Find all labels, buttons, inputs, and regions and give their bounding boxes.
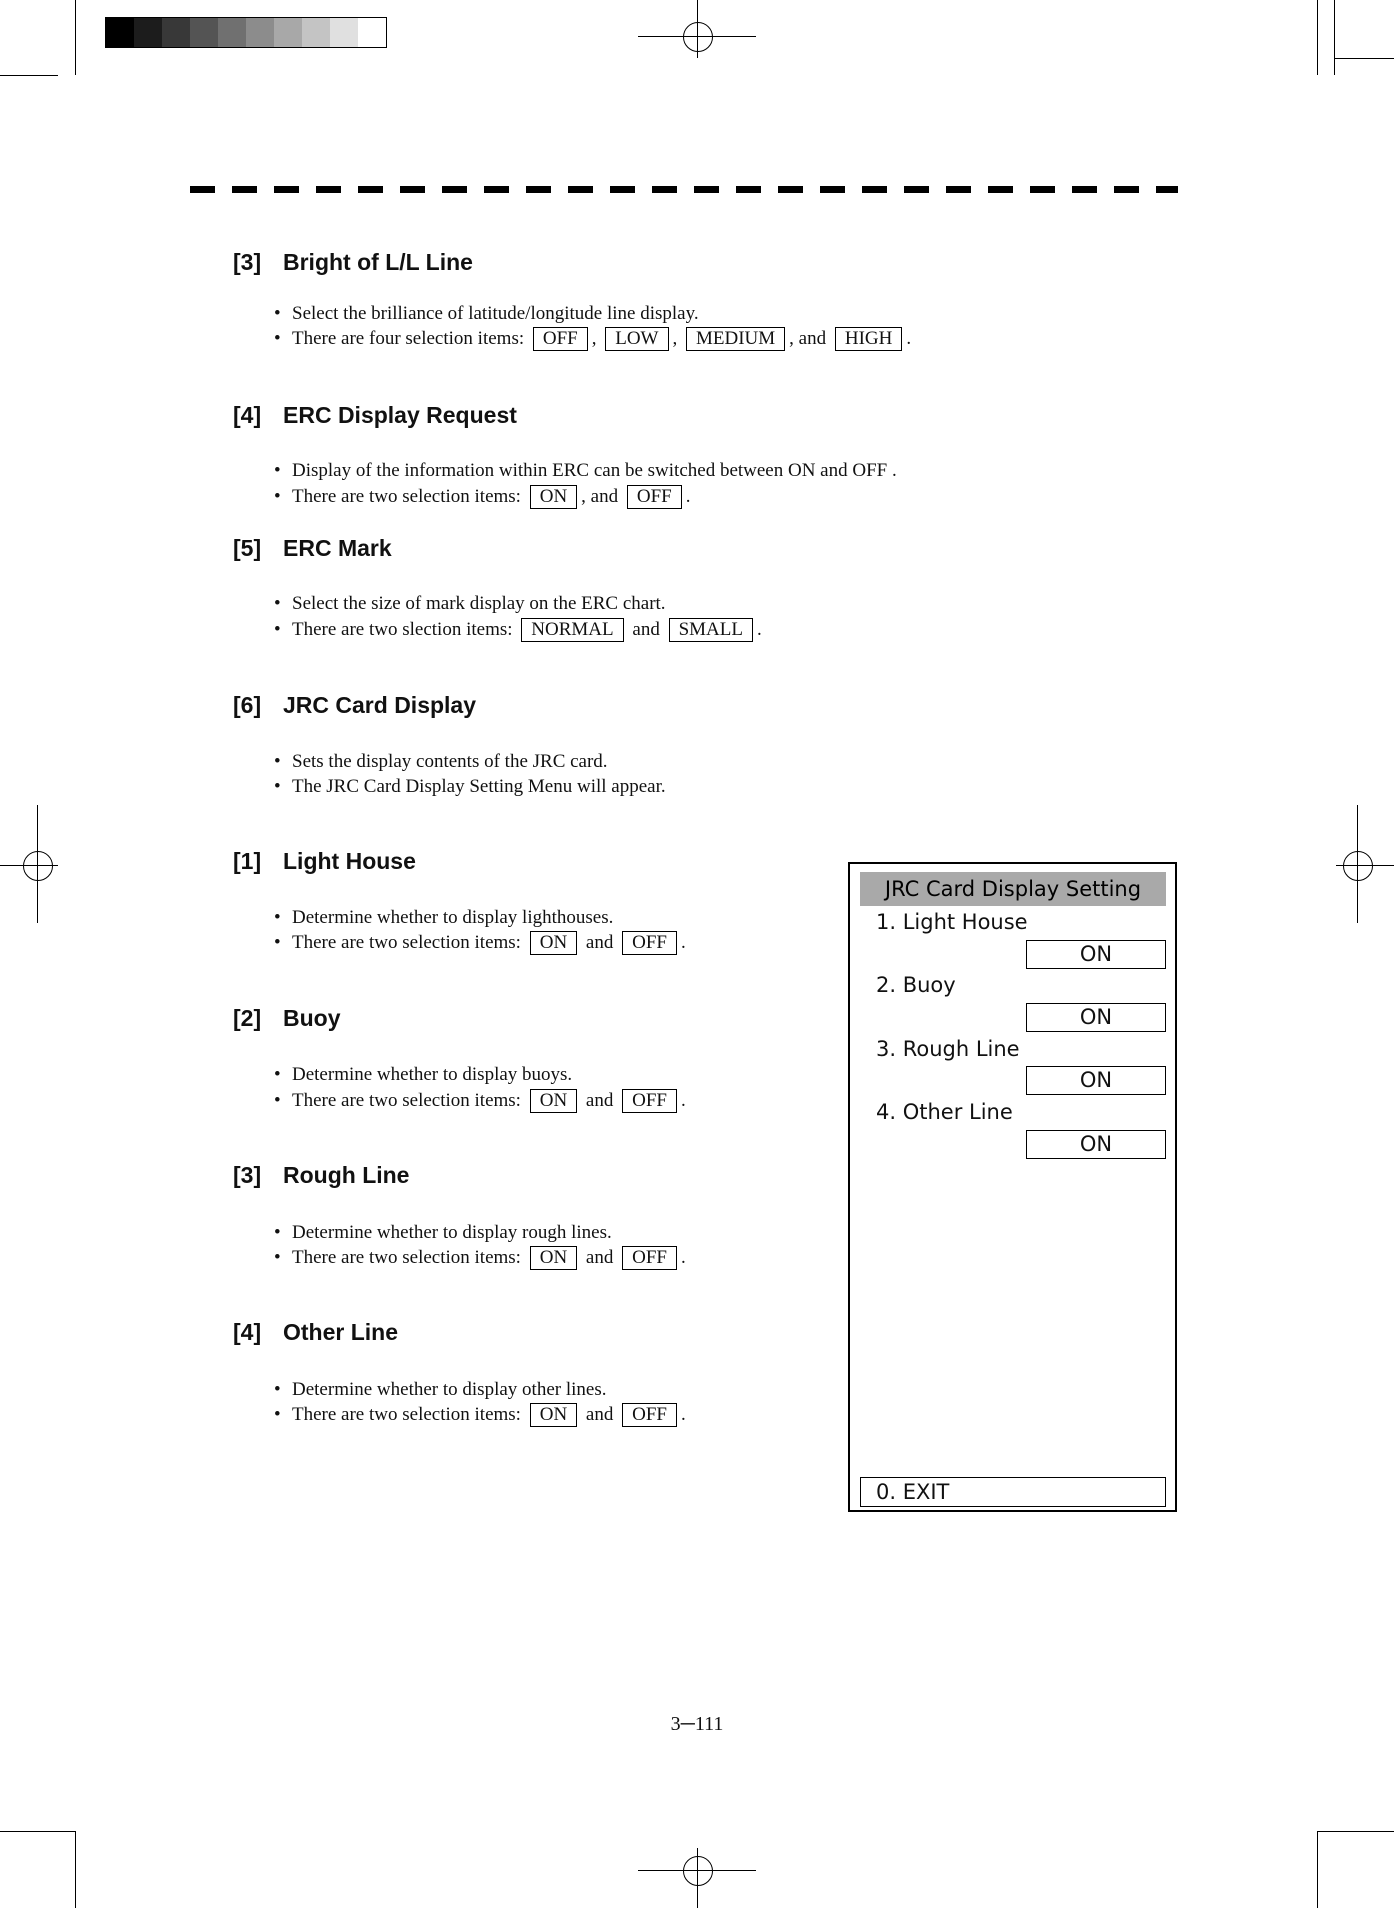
bullet-line [292, 1378, 606, 1402]
gray-swatch [134, 18, 162, 47]
bullet-line [292, 906, 613, 930]
bullet-text: There are four selection items: [292, 328, 525, 349]
bullet-line [292, 302, 699, 326]
bullet-line [292, 775, 666, 799]
crop-mark [0, 75, 58, 76]
bullet-line [292, 327, 911, 351]
crop-mark [1317, 0, 1318, 75]
section-heading-other-line [233, 1319, 398, 1346]
section-number: [5] [233, 535, 262, 561]
bullet-text: Display of the information within ERC can be switched between ON and OFF . [292, 460, 897, 481]
option-box-low: LOW [605, 327, 668, 351]
separator: , and [581, 486, 619, 507]
grayscale-calibration-bar [105, 17, 387, 48]
menu-title: JRC Card Display Setting [860, 872, 1166, 906]
separator: and [585, 932, 614, 953]
section-heading-light-house [233, 848, 416, 875]
buoy-value[interactable]: ON [1026, 1003, 1166, 1032]
bullet-text: There are two selection items: [292, 1404, 521, 1425]
section-heading-bright-ll [233, 249, 473, 276]
option-box-off: OFF [622, 1403, 677, 1427]
bullet-text: There are two selection items: [292, 486, 521, 507]
registration-circle [23, 851, 53, 881]
section-title: ERC Mark [283, 535, 392, 561]
gray-swatch [274, 18, 302, 47]
menu-item-other-line[interactable]: 4. Other Line [876, 1100, 1013, 1124]
separator: . [685, 486, 691, 507]
separator: . [756, 619, 762, 640]
menu-item-buoy[interactable]: 2. Buoy [876, 973, 956, 997]
light-house-value[interactable]: ON [1026, 940, 1166, 969]
bullet-line [292, 1403, 686, 1427]
bullet-text: Sets the display contents of the JRC card. [292, 751, 608, 772]
separator: . [680, 1404, 686, 1425]
gray-swatch [330, 18, 358, 47]
gray-swatch [246, 18, 274, 47]
bullet-line [292, 1089, 686, 1113]
crop-mark [1334, 0, 1335, 75]
bullet-line [292, 485, 690, 509]
option-box-off: OFF [533, 327, 588, 351]
exit-button[interactable]: 0. EXIT [860, 1477, 1166, 1507]
registration-circle [1343, 851, 1373, 881]
option-box-small: SMALL [669, 618, 753, 642]
separator: and [632, 619, 660, 640]
crop-mark [1317, 1831, 1394, 1832]
crop-mark [75, 1831, 76, 1908]
menu-item-light-house[interactable]: 1. Light House [876, 910, 1028, 934]
crop-mark [75, 0, 76, 75]
bullet-text: Determine whether to display other lines. [292, 1379, 607, 1400]
section-number: [4] [233, 1319, 262, 1345]
option-box-off: OFF [622, 1089, 677, 1113]
gray-swatch [218, 18, 246, 47]
bullet-text: Determine whether to display buoys. [292, 1064, 573, 1085]
section-heading-rough-line [233, 1162, 409, 1189]
bullet-text: Select the size of mark display on the ERC chart. [292, 593, 666, 614]
bullet-text: Select the brilliance of latitude/longitude line display. [292, 303, 699, 324]
bullet-text: The JRC Card Display Setting Menu will appear. [292, 776, 666, 797]
section-number: [4] [233, 402, 262, 428]
option-box-high: HIGH [835, 327, 903, 351]
crop-mark [0, 1831, 75, 1832]
section-number: [1] [233, 848, 262, 874]
gray-swatch [162, 18, 190, 47]
separator: , [672, 328, 678, 349]
section-title: Buoy [283, 1005, 341, 1031]
separator: . [906, 328, 912, 349]
option-box-off: OFF [622, 1246, 677, 1270]
separator: and [585, 1090, 614, 1111]
bullet-line [292, 750, 608, 774]
menu-item-rough-line[interactable]: 3. Rough Line [876, 1037, 1020, 1061]
bullet-text: There are two selection items: [292, 1247, 521, 1268]
gray-swatch [302, 18, 330, 47]
section-number: [3] [233, 1162, 262, 1188]
option-box-off: OFF [622, 931, 677, 955]
separator: and [585, 1247, 614, 1268]
option-box-on: ON [530, 1403, 577, 1427]
section-title: Bright of L/L Line [283, 249, 473, 275]
bullet-text: Determine whether to display lighthouses. [292, 907, 614, 928]
gray-swatch [106, 18, 134, 47]
crop-mark [1334, 58, 1394, 59]
dashed-divider [190, 186, 1178, 193]
section-number: [2] [233, 1005, 262, 1031]
section-heading-jrc-card [233, 692, 476, 719]
section-title: Rough Line [283, 1162, 410, 1188]
option-box-off: OFF [627, 485, 682, 509]
gray-swatch [358, 18, 386, 47]
bullet-line [292, 459, 897, 483]
separator: . [680, 932, 686, 953]
jrc-card-display-setting-menu [848, 862, 1177, 1512]
other-line-value[interactable]: ON [1026, 1130, 1166, 1159]
option-box-on: ON [530, 1246, 577, 1270]
separator: , [591, 328, 597, 349]
section-number: [3] [233, 249, 262, 275]
separator: . [680, 1090, 686, 1111]
bullet-text: There are two selection items: [292, 1090, 521, 1111]
bullet-line [292, 1221, 612, 1245]
section-title: ERC Display Request [283, 402, 517, 428]
section-title: Light House [283, 848, 416, 874]
option-box-on: ON [530, 1089, 577, 1113]
registration-circle [683, 1856, 713, 1886]
gray-swatch [190, 18, 218, 47]
section-heading-buoy [233, 1005, 341, 1032]
bullet-line [292, 1246, 686, 1270]
section-heading-erc-display [233, 402, 517, 429]
separator: , and [789, 328, 827, 349]
option-box-on: ON [530, 485, 577, 509]
section-heading-erc-mark [233, 535, 392, 562]
rough-line-value[interactable]: ON [1026, 1066, 1166, 1095]
registration-circle [683, 22, 713, 52]
bullet-line [292, 618, 762, 642]
bullet-line [292, 931, 686, 955]
page-number: 3─111 [670, 1713, 724, 1735]
crop-mark [1317, 1831, 1318, 1908]
bullet-line [292, 592, 666, 616]
bullet-text: There are two slection items: [292, 619, 513, 640]
section-title: Other Line [283, 1319, 399, 1345]
separator: and [585, 1404, 614, 1425]
section-number: [6] [233, 692, 262, 718]
bullet-text: There are two selection items: [292, 932, 521, 953]
option-box-normal: NORMAL [521, 618, 623, 642]
separator: . [680, 1247, 686, 1268]
bullet-line [292, 1063, 572, 1087]
option-box-medium: MEDIUM [686, 327, 785, 351]
bullet-text: Determine whether to display rough lines. [292, 1222, 612, 1243]
section-title: JRC Card Display [283, 692, 477, 718]
option-box-on: ON [530, 931, 577, 955]
